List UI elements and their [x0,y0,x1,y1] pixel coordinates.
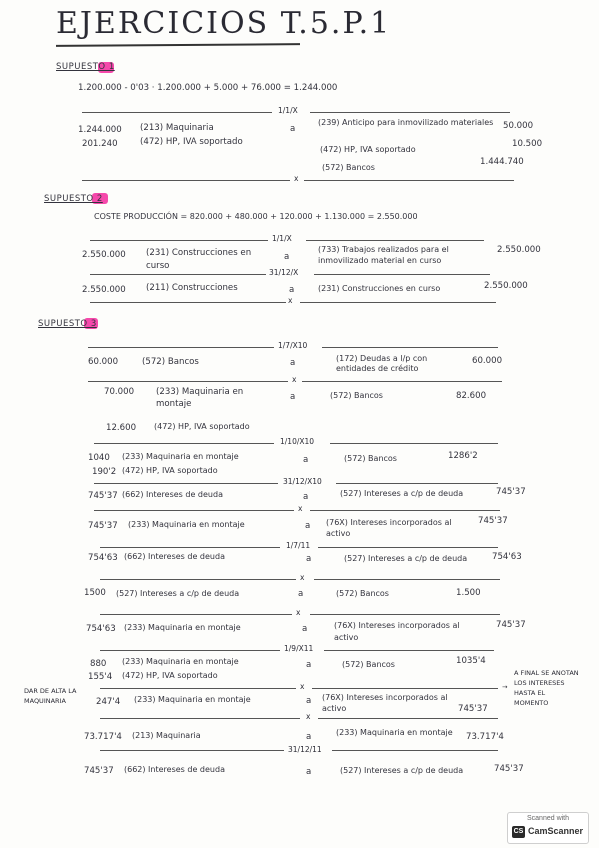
sep: x [300,682,305,691]
s2-a: a [284,252,290,262]
s3-l11-credit-amount: 1035'4 [456,656,486,666]
s2-e1-debit: (231) Construcciones en curso [146,248,252,271]
s3-date4: 1/7/11 [286,541,311,550]
s3-a: a [302,624,308,634]
divider [100,547,280,548]
divider [314,274,490,275]
divider [310,510,500,511]
s3-l2-credit-amount: 82.600 [456,391,487,401]
divider [100,718,300,719]
s3-l1-credit-amount: 60.000 [472,356,503,366]
s3-l2-amount: 70.000 [104,387,135,397]
s3-date2: 1/10/X10 [280,437,315,446]
s3-l7-debit: (233) Maquinaria en montaje [128,520,245,529]
watermark-brand: CamScanner [528,826,584,836]
s1-c3-account: (572) Bancos [322,163,375,172]
s3-l10-credit: (76X) Intereses incorporados al activo [334,621,460,642]
supuesto-3-heading: SUPUESTO 3 [38,319,97,329]
sep: x [288,296,293,305]
arrow-right-icon: → [502,683,508,691]
page-title: EJERCICIOS T.5.P.1 [56,6,392,41]
divider [322,347,498,348]
divider [330,443,498,444]
s3-l4-amount: 1040 [88,453,110,463]
s3-a: a [290,392,296,402]
divider [100,579,296,580]
s1-r2-account: (472) HP, IVA soportado [140,137,243,147]
divider [100,750,284,751]
sep: x [300,573,305,582]
s3-a: a [303,492,309,502]
s3-l8-debit: (662) Intereses de deuda [124,552,225,561]
s3-a: a [306,660,312,670]
s3-a: a [306,767,312,777]
s3-l5-debit: (472) HP, IVA soportado [122,466,218,475]
s1-c3-amount: 1.444.740 [480,157,524,167]
divider [336,483,498,484]
s3-l10-credit-amount: 745'37 [496,620,526,630]
s3-l13-credit-amount: 745'37 [458,704,488,714]
s3-l3-debit: (472) HP, IVA soportado [154,422,250,431]
s3-l9-credit-amount: 1.500 [456,588,481,598]
s3-l12-debit: (472) HP, IVA soportado [122,671,218,680]
s1-r2-amount: 201.240 [82,139,118,149]
s3-l1-debit: (572) Bancos [142,357,199,367]
divider [94,483,278,484]
s3-l10-debit: (233) Maquinaria en montaje [124,623,241,632]
s2-a2: a [289,285,295,295]
s3-l15-credit: (527) Intereses a c/p de deuda [340,766,464,775]
s3-l8-credit-amount: 754'63 [492,552,522,562]
s3-l8-amount: 754'63 [88,553,118,563]
divider [324,650,494,651]
s2-date1: 1/1/X [272,234,292,243]
s3-l13-debit: (233) Maquinaria en montaje [134,695,251,704]
s3-date6: 31/12/11 [288,745,322,754]
s3-l6-debit: (662) Intereses de deuda [122,490,223,499]
s3-l15-debit: (662) Intereses de deuda [124,765,225,774]
divider [82,112,272,113]
divider [302,381,502,382]
divider [90,274,266,275]
divider [318,547,498,548]
s3-a: a [303,455,309,465]
s2-date2: 31/12/X [269,268,299,277]
divider [314,579,500,580]
divider [332,750,498,751]
divider [100,614,292,615]
divider [306,240,484,241]
sep: x [306,712,311,721]
s3-l1-amount: 60.000 [88,357,119,367]
s3-l2-debit: (233) Maquinaria en montaje [156,387,244,409]
s3-a: a [306,696,312,706]
s3-l9-credit: (572) Bancos [336,589,389,598]
s1-date: 1/1/X [278,106,298,115]
divider [94,443,274,444]
s2-e1-amount: 2.550.000 [82,250,126,260]
s3-a: a [306,732,312,742]
s3-l5-amount: 190'2 [92,467,117,477]
camscanner-watermark [507,812,589,844]
divider [88,347,274,348]
divider [90,302,286,303]
s1-r1-amount: 1.244.000 [78,125,122,135]
divider [312,688,498,689]
divider [82,180,290,181]
s2-e2-amount: 2.550.000 [82,285,126,295]
s3-l7-credit: (76X) Intereses incorporados al activo [326,518,452,538]
s3-l10-amount: 754'63 [86,624,116,634]
s3-l3-amount: 12.600 [106,423,137,433]
s2-e2-credit: (231) Construcciones en curso [318,284,441,293]
s3-a: a [290,358,296,368]
s1-c2-amount: 10.500 [512,139,543,149]
s1-formula: 1.200.000 - 0'03 · 1.200.000 + 5.000 + 76.000 = 1.244.000 [78,83,338,93]
s3-l13-amount: 247'4 [96,697,121,707]
s3-l14-amount: 73.717'4 [84,732,122,742]
divider [300,302,496,303]
s3-l15-credit-amount: 745'37 [494,764,524,774]
s2-e2-debit: (211) Construcciones [146,283,238,293]
s3-l1-credit: (172) Deudas a l/p con entidades de crédito [336,354,428,373]
supuesto-2-heading: SUPUESTO 2 [44,194,103,204]
s2-e1-credit: (733) Trabajos realizados para el inmovilizado material en curso [318,245,449,265]
s3-l9-debit: (527) Intereses a c/p de deuda [116,589,240,598]
sep: x [292,375,297,384]
s3-a: a [298,589,304,599]
s1-a: a [290,124,296,134]
s1-c1-account: (239) Anticipo para inmovilizado materiales [318,118,494,127]
s3-l14-credit-amount: 73.717'4 [466,732,504,742]
s3-l14-debit: (213) Maquinaria [132,731,201,740]
sep: x [294,174,299,183]
s3-l7-credit-amount: 745'37 [478,516,508,526]
s3-l6-credit: (527) Intereses a c/p de deuda [340,489,464,498]
s3-a: a [305,521,311,531]
note-intereses: A FINAL SE ANOTAN LOS INTERESES HASTA EL MOMENTO [514,669,579,707]
s3-l6-credit-amount: 745'37 [496,487,526,497]
s3-l7-amount: 745'37 [88,521,118,531]
s3-l6-amount: 745'37 [88,491,118,501]
s3-l4-credit-amount: 1286'2 [448,451,478,461]
note-dar-alta: DAR DE ALTA LA MAQUINARIA [24,687,77,705]
camscanner-logo-icon: CS [512,826,525,838]
s3-l11-amount: 880 [90,659,107,669]
s3-l4-credit: (572) Bancos [344,454,397,463]
s2-e2-credit-amount: 2.550.000 [484,281,528,291]
divider [318,718,498,719]
s2-formula: COSTE PRODUCCIÓN = 820.000 + 480.000 + 120.000 + 1.130.000 = 2.550.000 [94,212,418,221]
s3-l8-credit: (527) Intereses a c/p de deuda [344,554,468,563]
s3-l11-debit: (233) Maquinaria en montaje [122,657,239,666]
s3-date5: 1/9/X11 [284,644,314,653]
divider [304,180,514,181]
s3-l15-amount: 745'37 [84,766,114,776]
divider [100,688,296,689]
s3-l4-debit: (233) Maquinaria en montaje [122,452,239,461]
s3-l2-credit: (572) Bancos [330,391,383,400]
title-underline [56,43,300,47]
sep: x [296,608,301,617]
s3-date1: 1/7/X10 [278,341,308,350]
divider [310,112,510,113]
s1-r1-account: (213) Maquinaria [140,123,214,133]
divider [90,240,268,241]
s3-l11-credit: (572) Bancos [342,660,395,669]
s1-c2-account: (472) HP, IVA soportado [320,145,416,154]
s3-l14-credit: (233) Maquinaria en montaje [336,728,453,737]
s3-date3: 31/12/X10 [283,477,322,486]
divider [88,381,288,382]
sep: x [298,504,303,513]
watermark-caption: Scanned with [526,815,570,822]
s1-c1-amount: 50.000 [503,121,534,131]
s3-l9-amount: 1500 [84,588,106,598]
s3-l12-amount: 155'4 [88,672,113,682]
divider [310,614,500,615]
divider [94,510,294,511]
divider [100,650,280,651]
s2-e1-credit-amount: 2.550.000 [497,245,541,255]
s3-a: a [306,554,312,564]
supuesto-1-heading: SUPUESTO 1 [56,62,115,72]
s3-l13-credit: (76X) Intereses incorporados al activo [322,693,448,713]
